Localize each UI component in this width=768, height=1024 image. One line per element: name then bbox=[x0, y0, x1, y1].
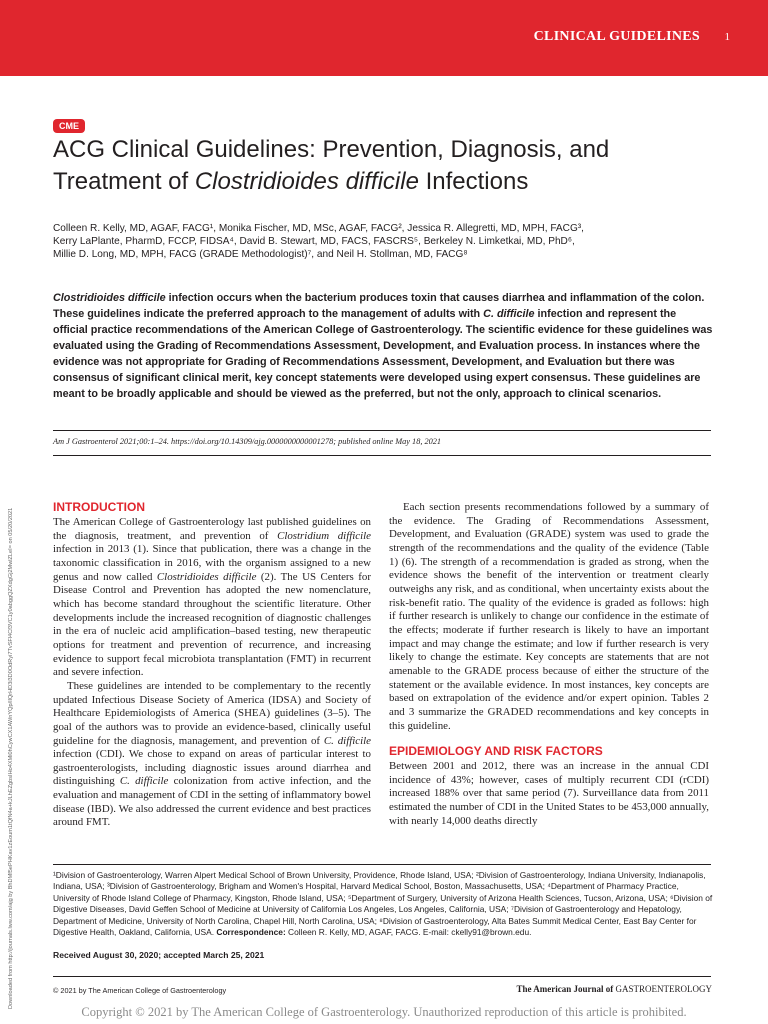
affiliations-text: ¹Division of Gastroenterology, Warren Alpert Medical School of Brown University, Providence, Rhode Island, USA; ²Division of Gastroenterology, Indiana University, Indianapolis, Indiana, USA; ³Division of Gastroenterology, Brigham and Women's Hospital, Harvard Medical School, Boston, Massachusetts, USA; ⁴Department of Pharmacy Practice, University of Rhode Island College of Pharmacy, Kingston, Rhode Island, USA; ⁵Department of Surgery, University of Arizona Health Sciences, Tucson, Arizona, USA; ⁶Division of Digestive Diseases, David Geffen School of Medicine at University of California Los Angeles, Los Angeles, California, USA; ⁷Division of Gastroenterology and Hepatology, Department of Medicine, University of North Carolina, Chapel Hill, North Carolina, USA; ⁸Division of Gastroenterology, Alta Bates Summit Medical Center, East Bay Center for Digestive Health, Oakland, California, USA. bbox=[53, 870, 713, 938]
footer-copyright: © 2021 by The American College of Gastroenterology bbox=[53, 986, 227, 995]
article-title bbox=[53, 134, 713, 198]
title-part-1: ACG Clinical Guidelines: Prevention, Diagnosis, and Treatment of bbox=[53, 136, 610, 195]
section-label: CLINICAL GUIDELINES bbox=[533, 29, 700, 44]
left-column bbox=[53, 500, 371, 830]
divider-rule bbox=[53, 864, 711, 865]
footer-journal bbox=[517, 984, 713, 994]
author-line: Millie D. Long, MD, MPH, FACG (GRADE Methodologist)⁷, and Neil H. Stollman, MD, FACG⁸ bbox=[53, 249, 468, 260]
text-run: (2). The US Centers for Disease Control and Prevention has adopted the new nomenclature, which has become standard throughout the scientific literature. Other developments include the increased recognition of diagnostic challenges in the era of nucleic acid amplification–based testing, new therapeutic options for treatment and prevention of recurrence, and increasing evidence to support fecal microbiota transplantation (FMT) in recurrent and severe infection. bbox=[53, 570, 371, 679]
cme-badge: CME bbox=[53, 119, 85, 133]
abstract-text-2: infection and represent the official practice recommendations of the American College of Gastroenterology. The scientific evidence for these guidelines was evaluated using the Grading of Recommendations Assessment, Development, and Evaluation process. In instances where the evidence was not appropriate for Grading of Recommendations Assessment, Development, and Evaluation but there was consensus of significant clinical merit, key concept statements were developed using expert consensus. These guidelines are meant to be broadly applicable and should be viewed as the preferred, but not the only, approach to clinical scenarios. bbox=[53, 308, 713, 400]
epidemiology-heading: EPIDEMIOLOGY AND RISK FACTORS bbox=[389, 744, 603, 759]
text-run: The American College of Gastroenterology last published guidelines on the diagnosis, treatment, and prevention of bbox=[53, 516, 371, 542]
italic-run: C. difficile bbox=[119, 775, 169, 788]
correspondence-text: Colleen R. Kelly, MD, AGAF, FACG. E-mail: ckelly91@brown.edu. bbox=[285, 927, 532, 938]
italic-run: Clostridioides difficile bbox=[156, 570, 257, 583]
text-run: colonization from active infection, and the evaluation and management of CDI in the setting of inflammatory bowel disease (IBD). We also addressed the current evidence and best practices around FMT. bbox=[53, 775, 371, 829]
divider-rule bbox=[53, 976, 711, 977]
received-dates: Received August 30, 2020; accepted March 25, 2021 bbox=[53, 950, 265, 960]
epidemiology-paragraph: Between 2001 and 2012, there was an increase in the annual CDI incidence of 43%; however, cases of multiply recurrent CDI (rCDI) increased 188% over that same period (7). Surveillance data from 2011 estimated the number of CDI in the United States to be 453,000 annually, with nearly 14,000 deaths directly bbox=[389, 760, 709, 827]
journal-name: GASTROENTEROLOGY bbox=[615, 984, 712, 994]
text-run: These guidelines are intended to be complementary to the recently updated Infectious Disease Society of America (IDSA) and Society of Healthcare Epidemiologists of America (SHEA) guidelines (3–5). The goal of the authors was to provide an evidence-based, clinically useful guideline for the diagnosis, management, and prevention of bbox=[53, 679, 371, 747]
download-side-note: Downloaded from http://journals.lww.com/ajg by BhDMf5ePHKav1zEoum1tQfN4a+kJLhEZgbsIHo4XMi0hCywCX1AWnYQp/IlQrHD3i3D0OdRyi7TvSFl4Cf3VC1y0abggQZXdgGj2MwlZLeI= on 05/20/2021 bbox=[8, 507, 14, 1009]
title-part-2: Infections bbox=[418, 168, 529, 195]
author-line: Colleen R. Kelly, MD, AGAF, FACG¹, Monika Fischer, MD, MSc, AGAF, FACG², Jessica R. Allegretti, MD, MPH, FACG³, bbox=[53, 223, 584, 234]
italic-run: Clostridium difficile bbox=[277, 529, 371, 542]
affiliations bbox=[53, 870, 713, 938]
correspondence-label: Correspondence: bbox=[216, 927, 286, 938]
author-list bbox=[53, 222, 713, 261]
divider-rule bbox=[53, 430, 711, 431]
right-column bbox=[389, 501, 709, 828]
introduction-heading: INTRODUCTION bbox=[53, 500, 145, 514]
abstract-text-1: infection occurs when the bacterium produces toxin that causes diarrhea and inflammation of the colon. These guidelines indicate the preferred approach to the management of adults with bbox=[53, 292, 705, 320]
page-number: 1 bbox=[724, 31, 730, 43]
copyright-notice: Copyright © 2021 by The American College of Gastroenterology. Unauthorized reproduction of this article is prohibited. bbox=[81, 1005, 687, 1019]
intro-paragraph-1 bbox=[53, 516, 371, 680]
text-run: infection in 2013 (1). Since that publication, there was a change in the taxonomic classification in 2016, with the organism assigned to a new genus and now called bbox=[53, 543, 371, 583]
title-italic: Clostridioides difficile bbox=[194, 168, 419, 195]
intro-paragraph-2 bbox=[53, 680, 371, 830]
italic-run: C. difficile bbox=[323, 734, 371, 747]
journal-prefix: The American Journal of bbox=[516, 984, 616, 994]
citation-line: Am J Gastroenterol 2021;00:1–24. https://doi.org/10.14309/ajg.0000000000001278; published online May 18, 2021 bbox=[53, 437, 442, 446]
divider-rule bbox=[53, 455, 711, 456]
abstract-italic-2: C. difficile bbox=[483, 308, 535, 320]
text-run: infection (CDI). We chose to expand on areas of particular interest to gastroenterologists, including diagnostic issues around diarrhea and distinguishing bbox=[53, 748, 371, 788]
grade-paragraph: Each section presents recommendations followed by a summary of the evidence. The Grading of Recommendations Assessment, Development, and Evaluation (GRADE) system was used to grade the strength of the recommendations and the quality of the evidence (Table 1) (6). The strength of a recommendation is graded as strong, when the evidence shows the benefit of the intervention or treatment clearly outweighs any risk, and as conditional, when uncertainty exists about the risk-benefit ratio. The quality of the evidence is graded as follows: high if further research is unlikely to change our confidence in the estimate of the effects; moderate if further research is likely to have an important impact and may change the estimate; and low if further research is very likely to change the estimate. Key concepts are statements that are not amenable to the GRADE process because of either the structure of the statement or the available evidence. In most instances, key concepts are based on extrapolation of the evidence and/or expert opinion. Tables 2 and 3 summarize the GRADED recommendations and key concepts in this guideline. bbox=[389, 501, 709, 732]
abstract bbox=[53, 290, 713, 402]
author-line: Kerry LaPlante, PharmD, FCCP, FIDSA⁴, David B. Stewart, MD, FACS, FASCRS⁵, Berkeley N. Limketkai, MD, PhD⁶, bbox=[53, 236, 575, 247]
journal-header-bar bbox=[0, 0, 768, 76]
abstract-lead-italic: Clostridioides difficile bbox=[53, 292, 166, 304]
